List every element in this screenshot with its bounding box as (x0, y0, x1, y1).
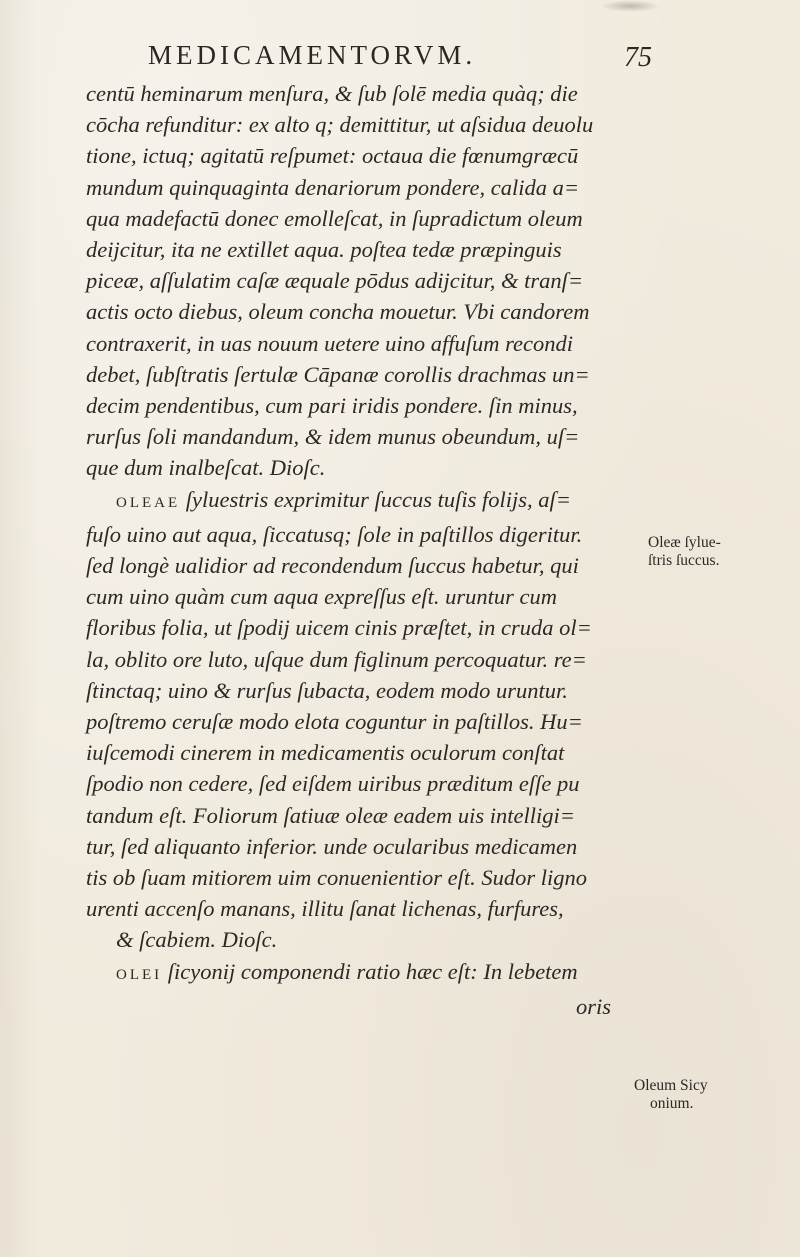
text-line: tur, ſed aliquanto inferior. unde ocularibus medicamen (86, 833, 578, 859)
marginal-note-line: ſtris ſuccus. (648, 552, 720, 569)
text-line: piceæ, aſſulatim caſæ æquale pōdus adijcitur, & tranſ= (86, 268, 584, 294)
text-line: centū heminarum menſura, & ſub ſolē media quàq; die (86, 81, 578, 106)
text-line: que dum inalbeſcat. Dioſc. (86, 455, 326, 481)
text-line: decim pendentibus, cum pari iridis pondere. ſin minus, (86, 393, 578, 419)
text-line: floribus folia, ut ſpodij uicem cinis præſtet, in cruda ol= (86, 615, 592, 641)
text-line: qua madefactū donec emolleſcat, in ſupradictum oleum (86, 205, 583, 231)
text-line: rurſus ſoli mandandum, & idem munus obeundum, uſ= (86, 424, 580, 450)
text-line: urenti accenſo manans, illitu ſanat lichenas, furfures, (86, 896, 564, 922)
text-line: iuſcemodi cinerem in medicamentis oculorum conſtat (86, 740, 565, 766)
text-line: cum uino quàm cum aqua expreſſus eſt. uruntur cum (86, 584, 557, 610)
page-number: 75 (624, 42, 652, 73)
running-head-title: MEDICAMENTORVM. (148, 40, 477, 70)
text-line: actis octo diebus, oleum concha mouetur. Vbi candorem (86, 299, 590, 325)
section-line-rest: ſicyonij componendi ratio hæc eſt: In lebetem (162, 958, 578, 984)
section-opening-line (86, 484, 638, 519)
text-line: poſtremo ceruſæ modo elota coguntur in paſtillos. Hu= (86, 709, 583, 735)
section-lead-word: OLEI (116, 966, 163, 983)
marginal-note-line: Oleum Sicy (634, 1077, 708, 1094)
marginal-note-olive-juice (648, 534, 721, 570)
text-line: tione, ictuq; agitatū reſpumet: octaua die fœnumgræcū (86, 143, 579, 169)
main-text-block (86, 78, 638, 1022)
text-line: deijcitur, ita ne extillet aqua. poſtea tedæ præpinguis (86, 237, 562, 263)
ink-stain (600, 0, 660, 12)
text-line: fuſo uino aut aqua, ſiccatusq; ſole in paſtillos digeritur. (86, 521, 583, 547)
text-line: la, oblito ore luto, uſque dum figlinum percoquatur. re= (86, 646, 587, 672)
section-lead-word: OLEAE (116, 494, 181, 511)
text-line: mundum quinquaginta denariorum pondere, calida a= (86, 174, 580, 200)
marginal-note-line: Oleæ ſylue- (648, 534, 721, 551)
text-line: debet, ſubſtratis ſertulæ Cāpanæ corollis drachmas un= (86, 361, 590, 387)
text-line: ſed longè ualidior ad recondendum ſuccus habetur, qui (86, 553, 579, 579)
text-line: tis ob ſuam mitiorem uim conuenientior eſt. Sudor ligno (86, 865, 588, 891)
text-line: cōcha refunditur: ex alto q; demittitur, ut aſsidua deuolu (86, 112, 594, 138)
text-line: ſpodio non cedere, ſed eiſdem uiribus præditum eſſe pu (86, 771, 580, 797)
page-gutter-shadow (0, 0, 40, 1257)
section-line-rest: ſyluestris exprimitur ſuccus tuſis folijs, aſ= (180, 486, 571, 512)
section-opening-line (86, 956, 638, 991)
text-line: tandum eſt. Foliorum ſatiuæ oleæ eadem uis intelligi= (86, 802, 575, 828)
text-line: contraxerit, in uas nouum uetere uino affuſum recondi (86, 330, 574, 356)
marginal-note-line: onium. (650, 1095, 694, 1112)
marginal-note-sicyonian-oil (634, 1077, 708, 1113)
text-line: & ſcabiem. Dioſc. (116, 927, 278, 953)
text-line: ſtinctaq; uino & rurſus ſubacta, eodem modo uruntur. (86, 677, 568, 703)
catchword: oris (576, 993, 612, 1019)
